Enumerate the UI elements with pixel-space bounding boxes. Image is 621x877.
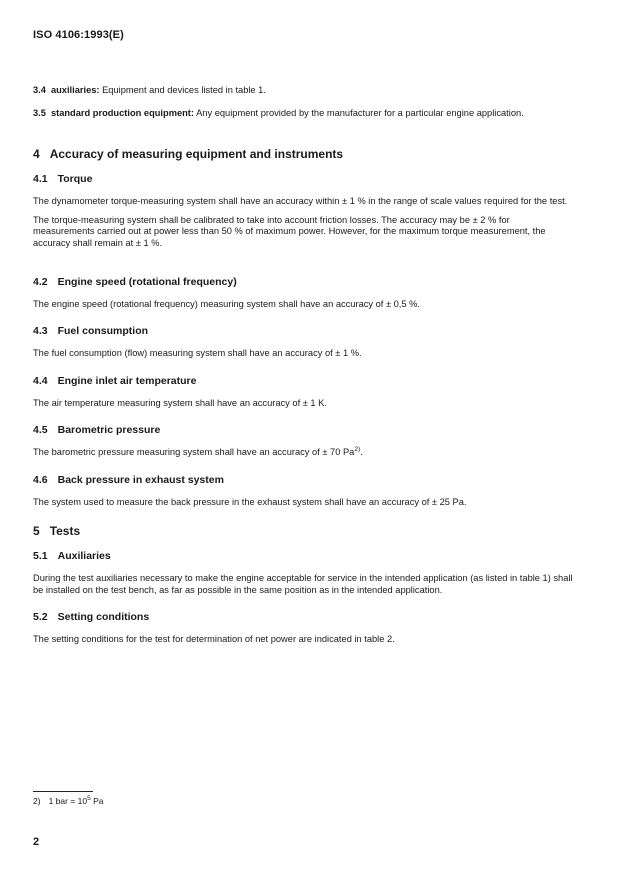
footnote-divider	[33, 791, 93, 792]
section-4-6-heading	[33, 474, 573, 487]
section-title: Tests	[49, 524, 81, 538]
section-5-2-heading	[33, 611, 573, 624]
section-4-4-heading	[33, 375, 573, 388]
section-4-5-para	[33, 447, 573, 459]
section-5-2	[33, 611, 573, 646]
section-title: Accuracy of measuring equipment and instruments	[49, 147, 344, 161]
section-4-4	[33, 375, 573, 410]
section-number: 4.6	[33, 474, 48, 486]
section-4-heading	[33, 147, 573, 161]
section-number: 4.1	[33, 173, 48, 185]
section-4-6	[33, 474, 573, 509]
section-title: Engine speed (rotational frequency)	[57, 276, 237, 288]
section-number: 4.4	[33, 375, 48, 387]
section-5-2-para: The setting conditions for the test for determination of net power are indicated in table 2.	[33, 634, 395, 644]
section-4-3-para: The fuel consumption (flow) measuring system shall have an accuracy of ± 1 %.	[33, 348, 362, 358]
section-number: 4.5	[33, 424, 48, 436]
section-4-2-heading	[33, 276, 573, 289]
section-number: 4.2	[33, 276, 48, 288]
footnote-exponent: 5	[87, 795, 91, 802]
section-number: 5.1	[33, 550, 48, 562]
section-4-1-para-1: The dynamometer torque-measuring system shall have an accuracy within ± 1 % in the range of scale values required for the test.	[33, 196, 568, 206]
section-4-4-para: The air temperature measuring system shall have an accuracy of ± 1 K.	[33, 398, 327, 408]
section-4-5	[33, 424, 573, 459]
section-title: Fuel consumption	[57, 325, 149, 337]
clause-number: 3.4	[33, 85, 46, 95]
section-number: 5	[33, 524, 40, 538]
section-title: Torque	[57, 173, 93, 185]
term: auxiliaries:	[50, 85, 100, 95]
page-number: 2	[33, 836, 40, 848]
footnote-text: 1 bar = 10	[48, 796, 88, 806]
section-5-1-heading	[33, 550, 573, 563]
clause-number: 3.5	[33, 108, 46, 118]
footnote-ref: 2)	[354, 446, 361, 453]
section-5-1	[33, 550, 573, 596]
section-4-3	[33, 325, 573, 360]
section-number: 5.2	[33, 611, 48, 623]
section-5	[33, 524, 573, 538]
section-4-3-heading	[33, 325, 573, 338]
footnote	[33, 796, 103, 807]
section-number: 4.3	[33, 325, 48, 337]
section-4-6-para: The system used to measure the back pressure in the exhaust system shall have an accuracy of ± 25 Pa.	[33, 497, 467, 507]
section-5-heading	[33, 524, 573, 538]
clause-3-5	[33, 108, 573, 120]
section-4-1-para-2: The torque-measuring system shall be calibrated to take into account friction losses. The accuracy may be ± 2 % for measurements carried out at power less than 50 % of maximum power. However, for the maximum torque measurement, the accuracy shall remain at ± 1 %.	[33, 214, 546, 248]
document-id: ISO 4106:1993(E)	[33, 29, 124, 41]
section-5-1-para: During the test auxiliaries necessary to make the engine acceptable for service in the intended application (as listed in table 1) shall be installed on the test bench, as far as possible in the same position as in the intended application.	[33, 573, 573, 595]
section-title: Auxiliaries	[57, 550, 111, 562]
section-title: Barometric pressure	[57, 424, 161, 436]
section-4-1	[33, 173, 573, 249]
section-number: 4	[33, 147, 40, 161]
section-4-5-heading	[33, 424, 573, 437]
para-text: The barometric pressure measuring system shall have an accuracy of ± 70 Pa	[33, 447, 355, 457]
clause-3-4	[33, 85, 573, 97]
section-title: Engine inlet air temperature	[57, 375, 197, 387]
clause-3-4-text	[33, 85, 573, 97]
section-title: Setting conditions	[57, 611, 150, 623]
section-title: Back pressure in exhaust system	[57, 474, 224, 486]
section-4-2-para: The engine speed (rotational frequency) measuring system shall have an accuracy of ± 0,5 %.	[33, 299, 420, 309]
section-4	[33, 147, 573, 161]
footnote-unit: Pa	[90, 796, 104, 806]
term: standard production equipment:	[50, 108, 195, 118]
definition: Any equipment provided by the manufacturer for a particular engine application.	[196, 108, 524, 118]
definition: Equipment and devices listed in table 1.	[102, 85, 266, 95]
clause-3-5-text	[33, 108, 573, 120]
section-4-2	[33, 276, 573, 311]
footnote-mark: 2)	[33, 796, 41, 806]
para-end: .	[360, 447, 363, 457]
section-4-1-heading	[33, 173, 573, 186]
